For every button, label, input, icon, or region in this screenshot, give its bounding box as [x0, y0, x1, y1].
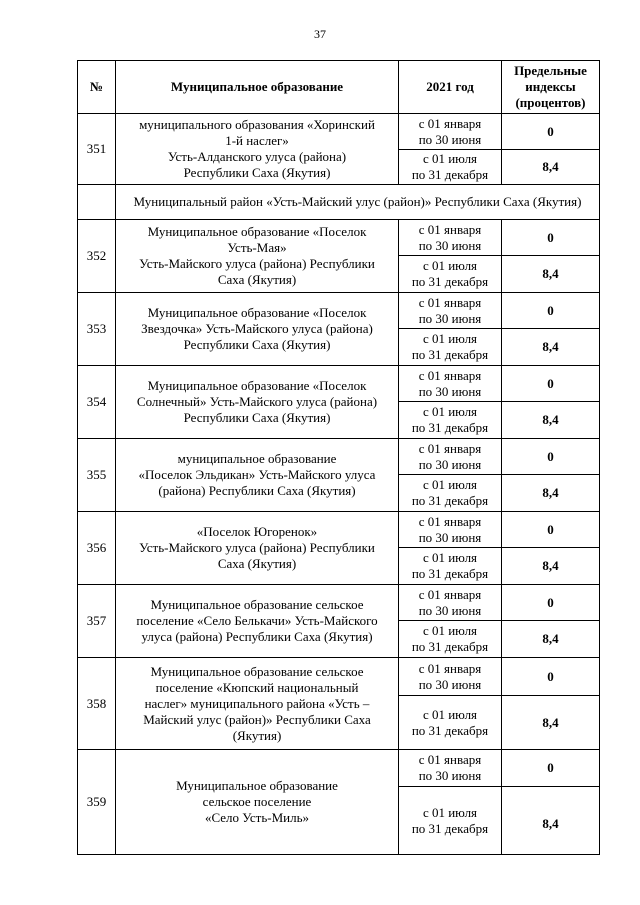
row-number: 351	[78, 114, 116, 185]
limit-value-second-half: 8,4	[502, 256, 600, 293]
municipality-name	[116, 585, 399, 658]
municipality-name-line: Муниципальное образование «Поселок	[147, 224, 367, 239]
period-end: по 31 декабря	[411, 493, 489, 508]
municipality-name-line: (района) Республики Саха (Якутия)	[158, 483, 356, 498]
municipality-name-line: Муниципальное образование «Поселок	[147, 305, 367, 320]
municipality-name-line: поселение «Кюпский национальный	[155, 679, 359, 695]
limit-value-second-half: 8,4	[502, 787, 600, 855]
limit-value-first-half: 0	[502, 366, 600, 402]
municipality-name-line: «Поселок Югоренок»	[196, 524, 318, 539]
period-start: с 01 июля	[422, 706, 478, 722]
municipality-name-line: наслег» муниципального района «Усть –	[144, 695, 370, 711]
limit-value-second-half: 8,4	[502, 475, 600, 512]
municipality-name	[116, 293, 399, 366]
period-end: по 31 декабря	[411, 274, 489, 289]
period-first-half	[399, 366, 502, 402]
row-number: 352	[78, 220, 116, 293]
period-start: с 01 января	[418, 367, 482, 383]
period-first-half	[399, 220, 502, 256]
table-row	[78, 114, 600, 150]
limit-value-first-half: 0	[502, 114, 600, 150]
table-row	[78, 220, 600, 256]
limit-value-first-half: 0	[502, 585, 600, 621]
period-start: с 01 января	[418, 115, 482, 131]
period-end: по 30 июня	[418, 131, 482, 147]
limit-value-second-half: 8,4	[502, 696, 600, 750]
tariff-limits-table	[77, 60, 600, 855]
header-year: 2021 год	[399, 61, 502, 114]
period-second-half	[399, 621, 502, 658]
period-start: с 01 июля	[422, 258, 478, 273]
table-row	[78, 439, 600, 475]
period-start: с 01 июля	[422, 151, 478, 166]
period-end: по 30 июня	[418, 768, 482, 783]
municipality-name-line: Усть-Майского улуса (района) Республики	[139, 540, 375, 555]
header-number: №	[78, 61, 116, 114]
table-row	[78, 750, 600, 787]
period-end: по 31 декабря	[411, 820, 489, 836]
municipality-name-line: поселение «Село Белькачи» Усть-Майского	[136, 613, 378, 628]
period-first-half	[399, 439, 502, 475]
period-first-half	[399, 293, 502, 329]
period-end: по 30 июня	[418, 456, 482, 472]
row-number: 355	[78, 439, 116, 512]
period-start: с 01 января	[418, 752, 482, 767]
section-header: Муниципальный район «Усть-Майский улус (район)» Республики Саха (Якутия)	[116, 185, 600, 220]
limit-value-first-half: 0	[502, 293, 600, 329]
period-first-half	[399, 750, 502, 787]
row-number: 353	[78, 293, 116, 366]
municipality-name-line: муниципальное образование	[177, 451, 337, 466]
table-row	[78, 585, 600, 621]
municipality-name	[116, 220, 399, 293]
municipality-name-line: Саха (Якутия)	[217, 272, 297, 287]
period-second-half	[399, 402, 502, 439]
row-number: 359	[78, 750, 116, 855]
period-first-half	[399, 512, 502, 548]
municipality-name-line: Республики Саха (Якутия)	[183, 165, 331, 180]
municipality-name-line: Муниципальное образование «Поселок	[147, 378, 367, 393]
limit-value-first-half: 0	[502, 220, 600, 256]
table-row	[78, 658, 600, 696]
period-start: с 01 июля	[422, 477, 478, 492]
municipality-name	[116, 366, 399, 439]
limit-value-first-half: 0	[502, 512, 600, 548]
row-number: 357	[78, 585, 116, 658]
limit-value-second-half: 8,4	[502, 402, 600, 439]
period-end: по 31 декабря	[411, 347, 489, 362]
limit-value-first-half: 0	[502, 658, 600, 696]
limit-value-first-half: 0	[502, 439, 600, 475]
period-start: с 01 января	[418, 660, 482, 676]
table-row	[78, 366, 600, 402]
period-second-half	[399, 150, 502, 185]
period-end: по 30 июня	[418, 237, 482, 253]
table-body	[78, 114, 600, 855]
period-start: с 01 января	[418, 586, 482, 602]
period-first-half	[399, 585, 502, 621]
period-start: с 01 января	[418, 294, 482, 310]
period-end: по 30 июня	[418, 529, 482, 545]
municipality-name	[116, 750, 399, 855]
period-second-half	[399, 548, 502, 585]
municipality-name	[116, 512, 399, 585]
section-empty-cell	[78, 185, 116, 220]
period-second-half	[399, 696, 502, 750]
period-end: по 30 июня	[418, 310, 482, 326]
limit-value-second-half: 8,4	[502, 329, 600, 366]
municipality-name-line: (Якутия)	[232, 727, 282, 743]
municipality-name-line: Республики Саха (Якутия)	[183, 337, 331, 352]
municipality-name-line: муниципального образования «Хоринский	[139, 117, 375, 132]
municipality-name-line: Муниципальное образование	[176, 778, 338, 793]
municipality-name-line: Муниципальное образование сельское	[150, 663, 364, 679]
header-limit-index: Предельные индексы (процентов)	[502, 61, 600, 114]
municipality-name-line: сельское поселение	[202, 794, 312, 809]
period-start: с 01 января	[418, 513, 482, 529]
municipality-name-line: 1-й наслег»	[225, 133, 289, 148]
header-municipality: Муниципальное образование	[116, 61, 399, 114]
municipality-name-line: «Село Усть-Миль»	[204, 810, 310, 825]
limit-value-second-half: 8,4	[502, 548, 600, 585]
period-end: по 31 декабря	[411, 639, 489, 654]
period-second-half	[399, 329, 502, 366]
municipality-name-line: Муниципальное образование сельское	[150, 597, 364, 612]
table-header-row	[78, 61, 600, 114]
row-number: 356	[78, 512, 116, 585]
municipality-name-line: Усть-Алданского улуса (района)	[167, 149, 347, 164]
municipality-name-line: Майский улус (район)» Республики Саха	[143, 711, 371, 727]
row-number: 354	[78, 366, 116, 439]
table-row	[78, 293, 600, 329]
period-end: по 31 декабря	[411, 722, 489, 738]
period-second-half	[399, 787, 502, 855]
period-start: с 01 июля	[422, 550, 478, 565]
period-end: по 31 декабря	[411, 167, 489, 182]
limit-value-second-half: 8,4	[502, 621, 600, 658]
municipality-name-line: «Поселок Эльдикан» Усть-Майского улуса	[138, 467, 376, 482]
municipality-name-line: Усть-Мая»	[227, 240, 287, 255]
period-end: по 30 июня	[418, 383, 482, 399]
municipality-name-line: улуса (района) Республики Саха (Якутия)	[141, 629, 373, 644]
section-header-row	[78, 185, 600, 220]
row-number: 358	[78, 658, 116, 750]
municipality-name-line: Звездочка» Усть-Майского улуса (района)	[141, 321, 373, 336]
period-start: с 01 июля	[422, 404, 478, 419]
period-start: с 01 июля	[422, 804, 478, 820]
page-number: 37	[314, 27, 326, 41]
limit-value-second-half: 8,4	[502, 150, 600, 185]
municipality-name-line: Республики Саха (Якутия)	[183, 410, 331, 425]
period-end: по 31 декабря	[411, 420, 489, 435]
period-second-half	[399, 256, 502, 293]
period-second-half	[399, 475, 502, 512]
table-row	[78, 512, 600, 548]
period-end: по 30 июня	[418, 602, 482, 618]
municipality-name-line: Саха (Якутия)	[217, 556, 297, 571]
municipality-name	[116, 439, 399, 512]
period-end: по 30 июня	[418, 676, 482, 692]
period-start: с 01 июля	[422, 623, 478, 638]
period-start: с 01 июля	[422, 331, 478, 346]
municipality-name-line: Солнечный» Усть-Майского улуса (района)	[136, 394, 378, 409]
period-start: с 01 января	[418, 221, 482, 237]
municipality-name-line: Усть-Майского улуса (района) Республики	[139, 256, 375, 271]
municipality-name	[116, 658, 399, 750]
period-end: по 31 декабря	[411, 566, 489, 581]
period-start: с 01 января	[418, 440, 482, 456]
period-first-half	[399, 658, 502, 696]
municipality-name	[116, 114, 399, 185]
period-first-half	[399, 114, 502, 150]
limit-value-first-half: 0	[502, 750, 600, 787]
